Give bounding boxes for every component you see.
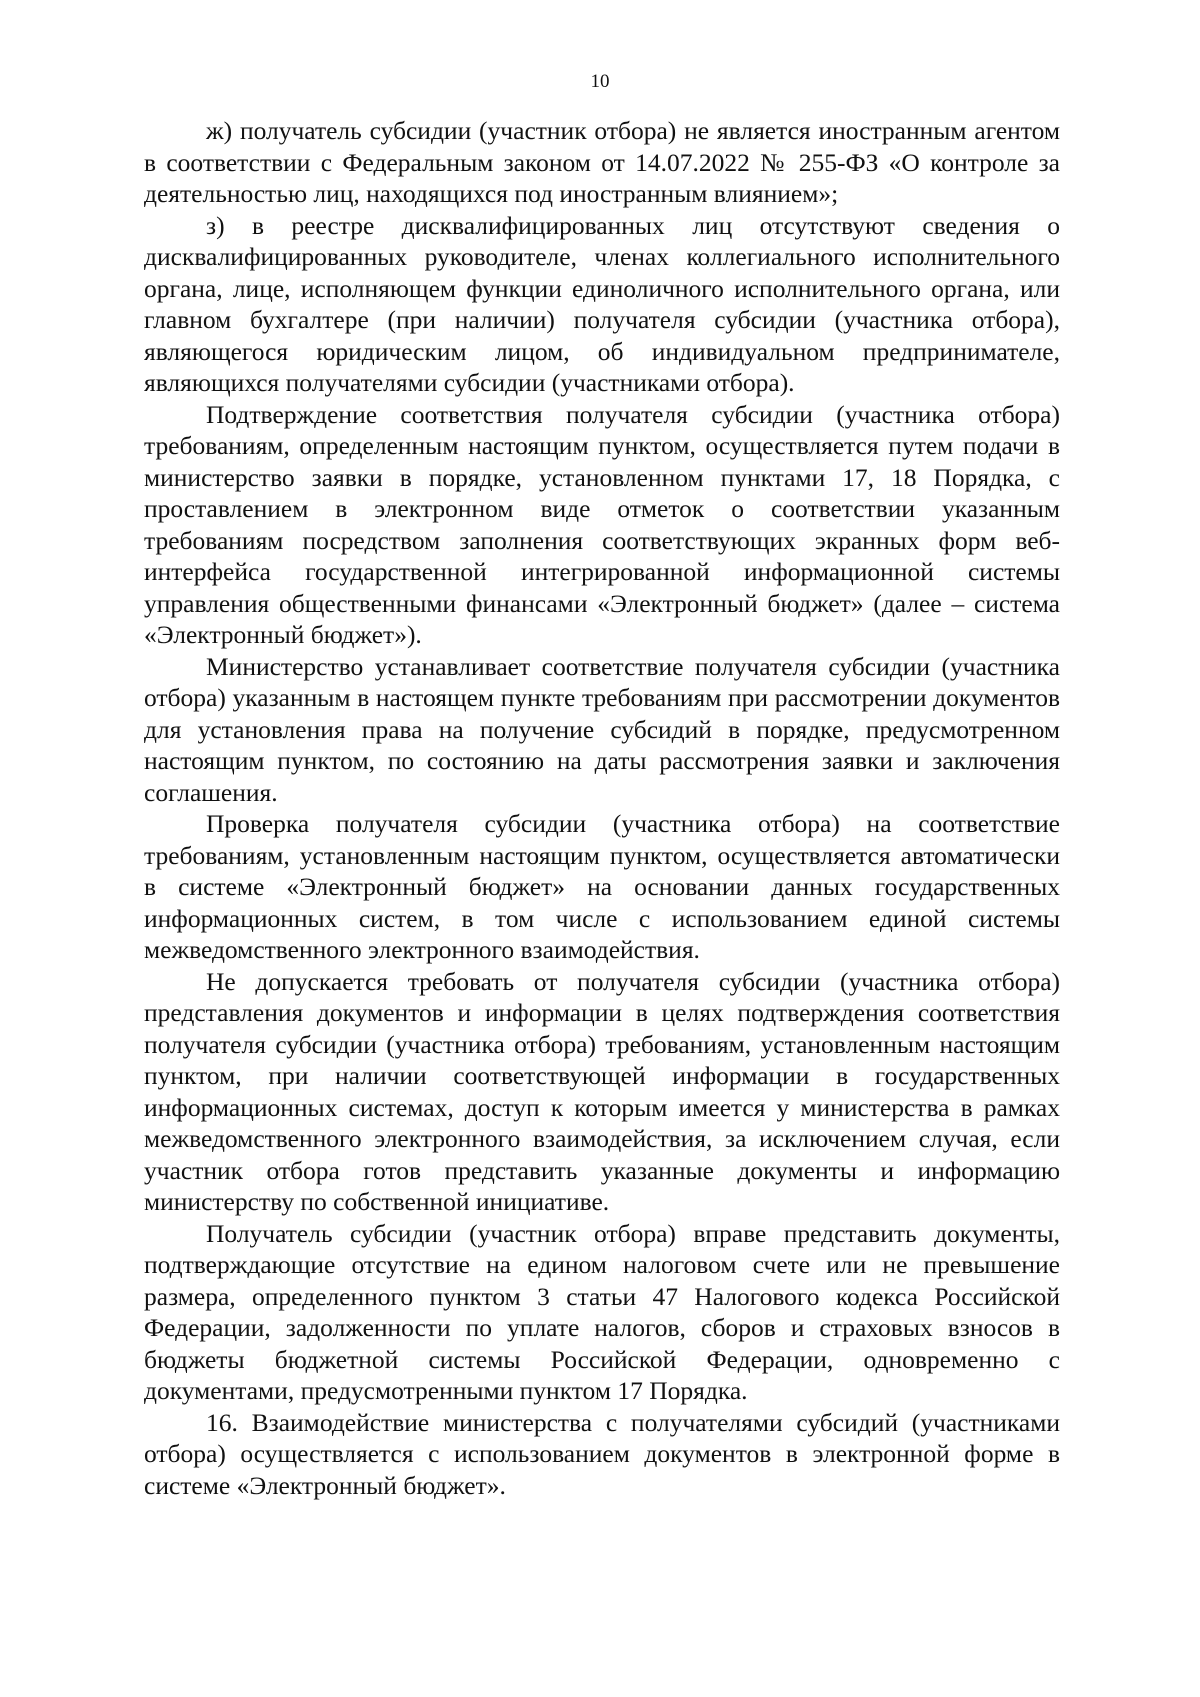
paragraph-not-allowed: Не допускается требовать от получателя субсидии (участника отбора) представления документов и информации в целях подтверждения соответствия получателя субсидии (участника отбора) требованиям, установленным настоящим пунктом, при наличии соответствующей информации в государственных информационных системах, доступ к которым имеется у министерства в рамках межведомственного электронного взаимодействия, за исключением случая, если участник отбора готов представить указанные документы и информацию министерству по собственной инициативе. [144,966,1060,1216]
paragraph-confirmation: Подтверждение соответствия получателя субсидии (участника отбора) требованиям, определенным настоящим пунктом, осуществляется путем подачи в министерство заявки в порядке, установленном пунктами 17, 18 Порядка, с проставлением в электронном виде отметок о соответствии указанным требованиям посредством заполнения соответствующих экранных форм веб-интерфейса государственной интегрированной информационной системы управления общественными финансами «Электронный бюджет» (далее – система «Электронный бюджет»). [144,399,1060,649]
page-number: 10 [590,71,610,92]
paragraph-recipient-right: Получатель субсидии (участник отбора) вправе представить документы, подтверждающие отсутствие на едином налоговом счете или не превышение размера, определенного пунктом 3 статьи 47 Налогового кодекса Российской Федерации, задолженности по уплате налогов, сборов и страховых взносов в бюджеты бюджетной системы Российской Федерации, одновременно с документами, предусмотренными пунктом 17 Порядка. [144,1218,1060,1405]
paragraph-ministry-establishes: Министерство устанавливает соответствие получателя субсидии (участника отбора) указанным в настоящем пункте требованиям при рассмотрении документов для установления права на получение субсидий в порядке, предусмотренном настоящим пунктом, по состоянию на даты рассмотрения заявки и заключения соглашения. [144,651,1060,807]
paragraph-clause-16: 16. Взаимодействие министерства с получателями субсидий (участниками отбора) осуществляется с использованием документов в электронной форме в системе «Электронный бюджет». [144,1407,1060,1500]
paragraph-item-z: з) в реестре дисквалифицированных лиц отсутствуют сведения о дисквалифицированных руководителе, членах коллегиального исполнительного органа, лице, исполняющем функции единоличного исполнительного органа, или главном бухгалтере (при наличии) получателя субсидии (участника отбора), являющегося юридическим лицом, об индивидуальном предпринимателе, являющихся получателями субсидии (участниками отбора). [144,210,1060,397]
paragraph-item-zh: ж) получатель субсидии (участник отбора) не является иностранным агентом в соответствии с Федеральным законом от 14.07.2022 № 255-ФЗ «О контроле за деятельностью лиц, находящихся под иностранным влиянием»; [144,116,1060,208]
paragraph-verification: Проверка получателя субсидии (участника отбора) на соответствие требованиям, установленным настоящим пунктом, осуществляется автоматически в системе «Электронный бюджет» на основании данных государственных информационных систем, в том числе с использованием единой системы межведомственного электронного взаимодействия. [144,809,1060,964]
document-body [144,115,1060,1501]
